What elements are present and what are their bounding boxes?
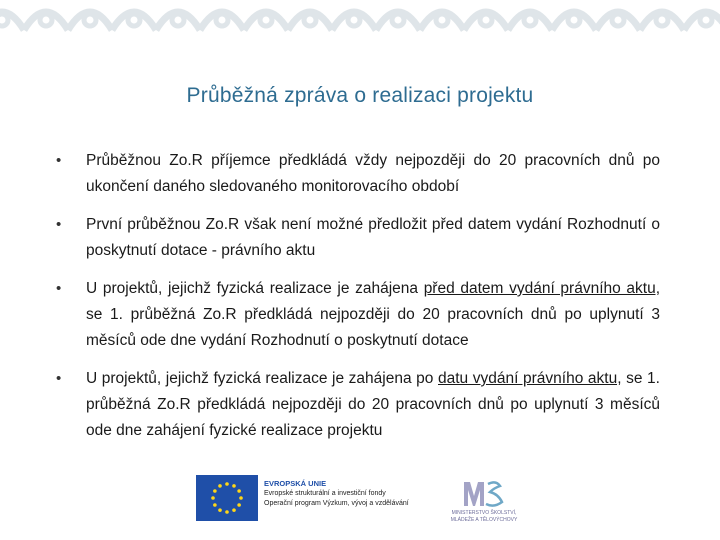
eu-star (211, 496, 215, 500)
eu-star (237, 489, 241, 493)
pattern-ring (172, 14, 184, 26)
bullet-dot: • (56, 216, 62, 233)
pattern-ring (0, 14, 8, 26)
pattern-ring (260, 14, 272, 26)
bullet-text: První průběžnou Zo.R však není možné předložit před datem vydání Rozhodnutí o poskytnutí dotace - právního aktu (86, 216, 660, 259)
pattern-ring (40, 14, 52, 26)
bullet-dot: • (56, 280, 62, 297)
decorative-pattern-band (0, 0, 720, 36)
bullet-underlined-text: datu vydání právního aktu, (438, 370, 622, 387)
pattern-ring (84, 14, 96, 26)
slide-title: Průběžná zpráva o realizaci projektu (186, 84, 534, 107)
bullet-dot: • (56, 370, 62, 387)
bullet-text-part: U projektů, jejichž fyzická realizace je zahájena po (86, 370, 438, 387)
bullet-text: Průběžnou Zo.R příjemce předkládá vždy nejpozději do 20 pracovních dnů po ukončení daného sledovaného monitorovacího období (86, 152, 660, 195)
eu-star (237, 503, 241, 507)
eu-star (218, 484, 222, 488)
bullet-dot: • (56, 152, 62, 169)
pattern-ring (304, 14, 316, 26)
ministry-emblem-icon (444, 478, 524, 512)
pattern-ring (612, 14, 624, 26)
eu-line-1: Evropské strukturální a investiční fondy (264, 490, 386, 497)
bullet-text-part: U projektů, jejichž fyzická realizace je zahájena (86, 280, 424, 297)
eu-star (225, 482, 229, 486)
eu-star (213, 489, 217, 493)
pattern-ring (128, 14, 140, 26)
pattern-ring (392, 14, 404, 26)
eu-star (218, 508, 222, 512)
eu-heading: EVROPSKÁ UNIE (264, 479, 327, 488)
eu-star (213, 503, 217, 507)
eu-star (232, 508, 236, 512)
bullet-item (56, 212, 660, 264)
bullet-underlined-text: před datem vydání právního aktu, (423, 280, 660, 297)
pattern-ring (216, 14, 228, 26)
eu-star (225, 510, 229, 514)
bullet-text-part: se 1. průběžná Zo.R předkládá nejpozději do 20 pracovních dnů po uplynutí 3 měsíců ode dne zahájení fyzické realizace projektu (86, 370, 660, 439)
bullet-text-part: se 1. průběžná Zo.R předkládá nejpozději do 20 pracovních dnů po uplynutí 3 měsíců ode dne vydání Rozhodnutí o poskytnutí dotace (86, 306, 660, 349)
pattern-ring (436, 14, 448, 26)
pattern-ring (524, 14, 536, 26)
pattern-ring (700, 14, 712, 26)
pattern-ring (568, 14, 580, 26)
pattern-ring (480, 14, 492, 26)
ministry-caption: MINISTERSTVO ŠKOLSTVÍ, MLÁDEŽE A TĚLOVÝCHOVY (450, 510, 518, 523)
bullet-item (56, 148, 660, 200)
eu-logo-text (264, 479, 434, 509)
bullet-item (56, 276, 660, 354)
pattern-svg (0, 0, 720, 36)
eu-flag-logo (196, 475, 258, 521)
eu-line-2: Operační program Výzkum, vývoj a vzdělávání (264, 500, 409, 507)
bullet-item (56, 366, 660, 444)
pattern-ring (348, 14, 360, 26)
eu-star (232, 484, 236, 488)
pattern-ring (656, 14, 668, 26)
eu-stars-icon (196, 475, 258, 521)
eu-star (239, 496, 243, 500)
bullet-list (56, 148, 660, 456)
